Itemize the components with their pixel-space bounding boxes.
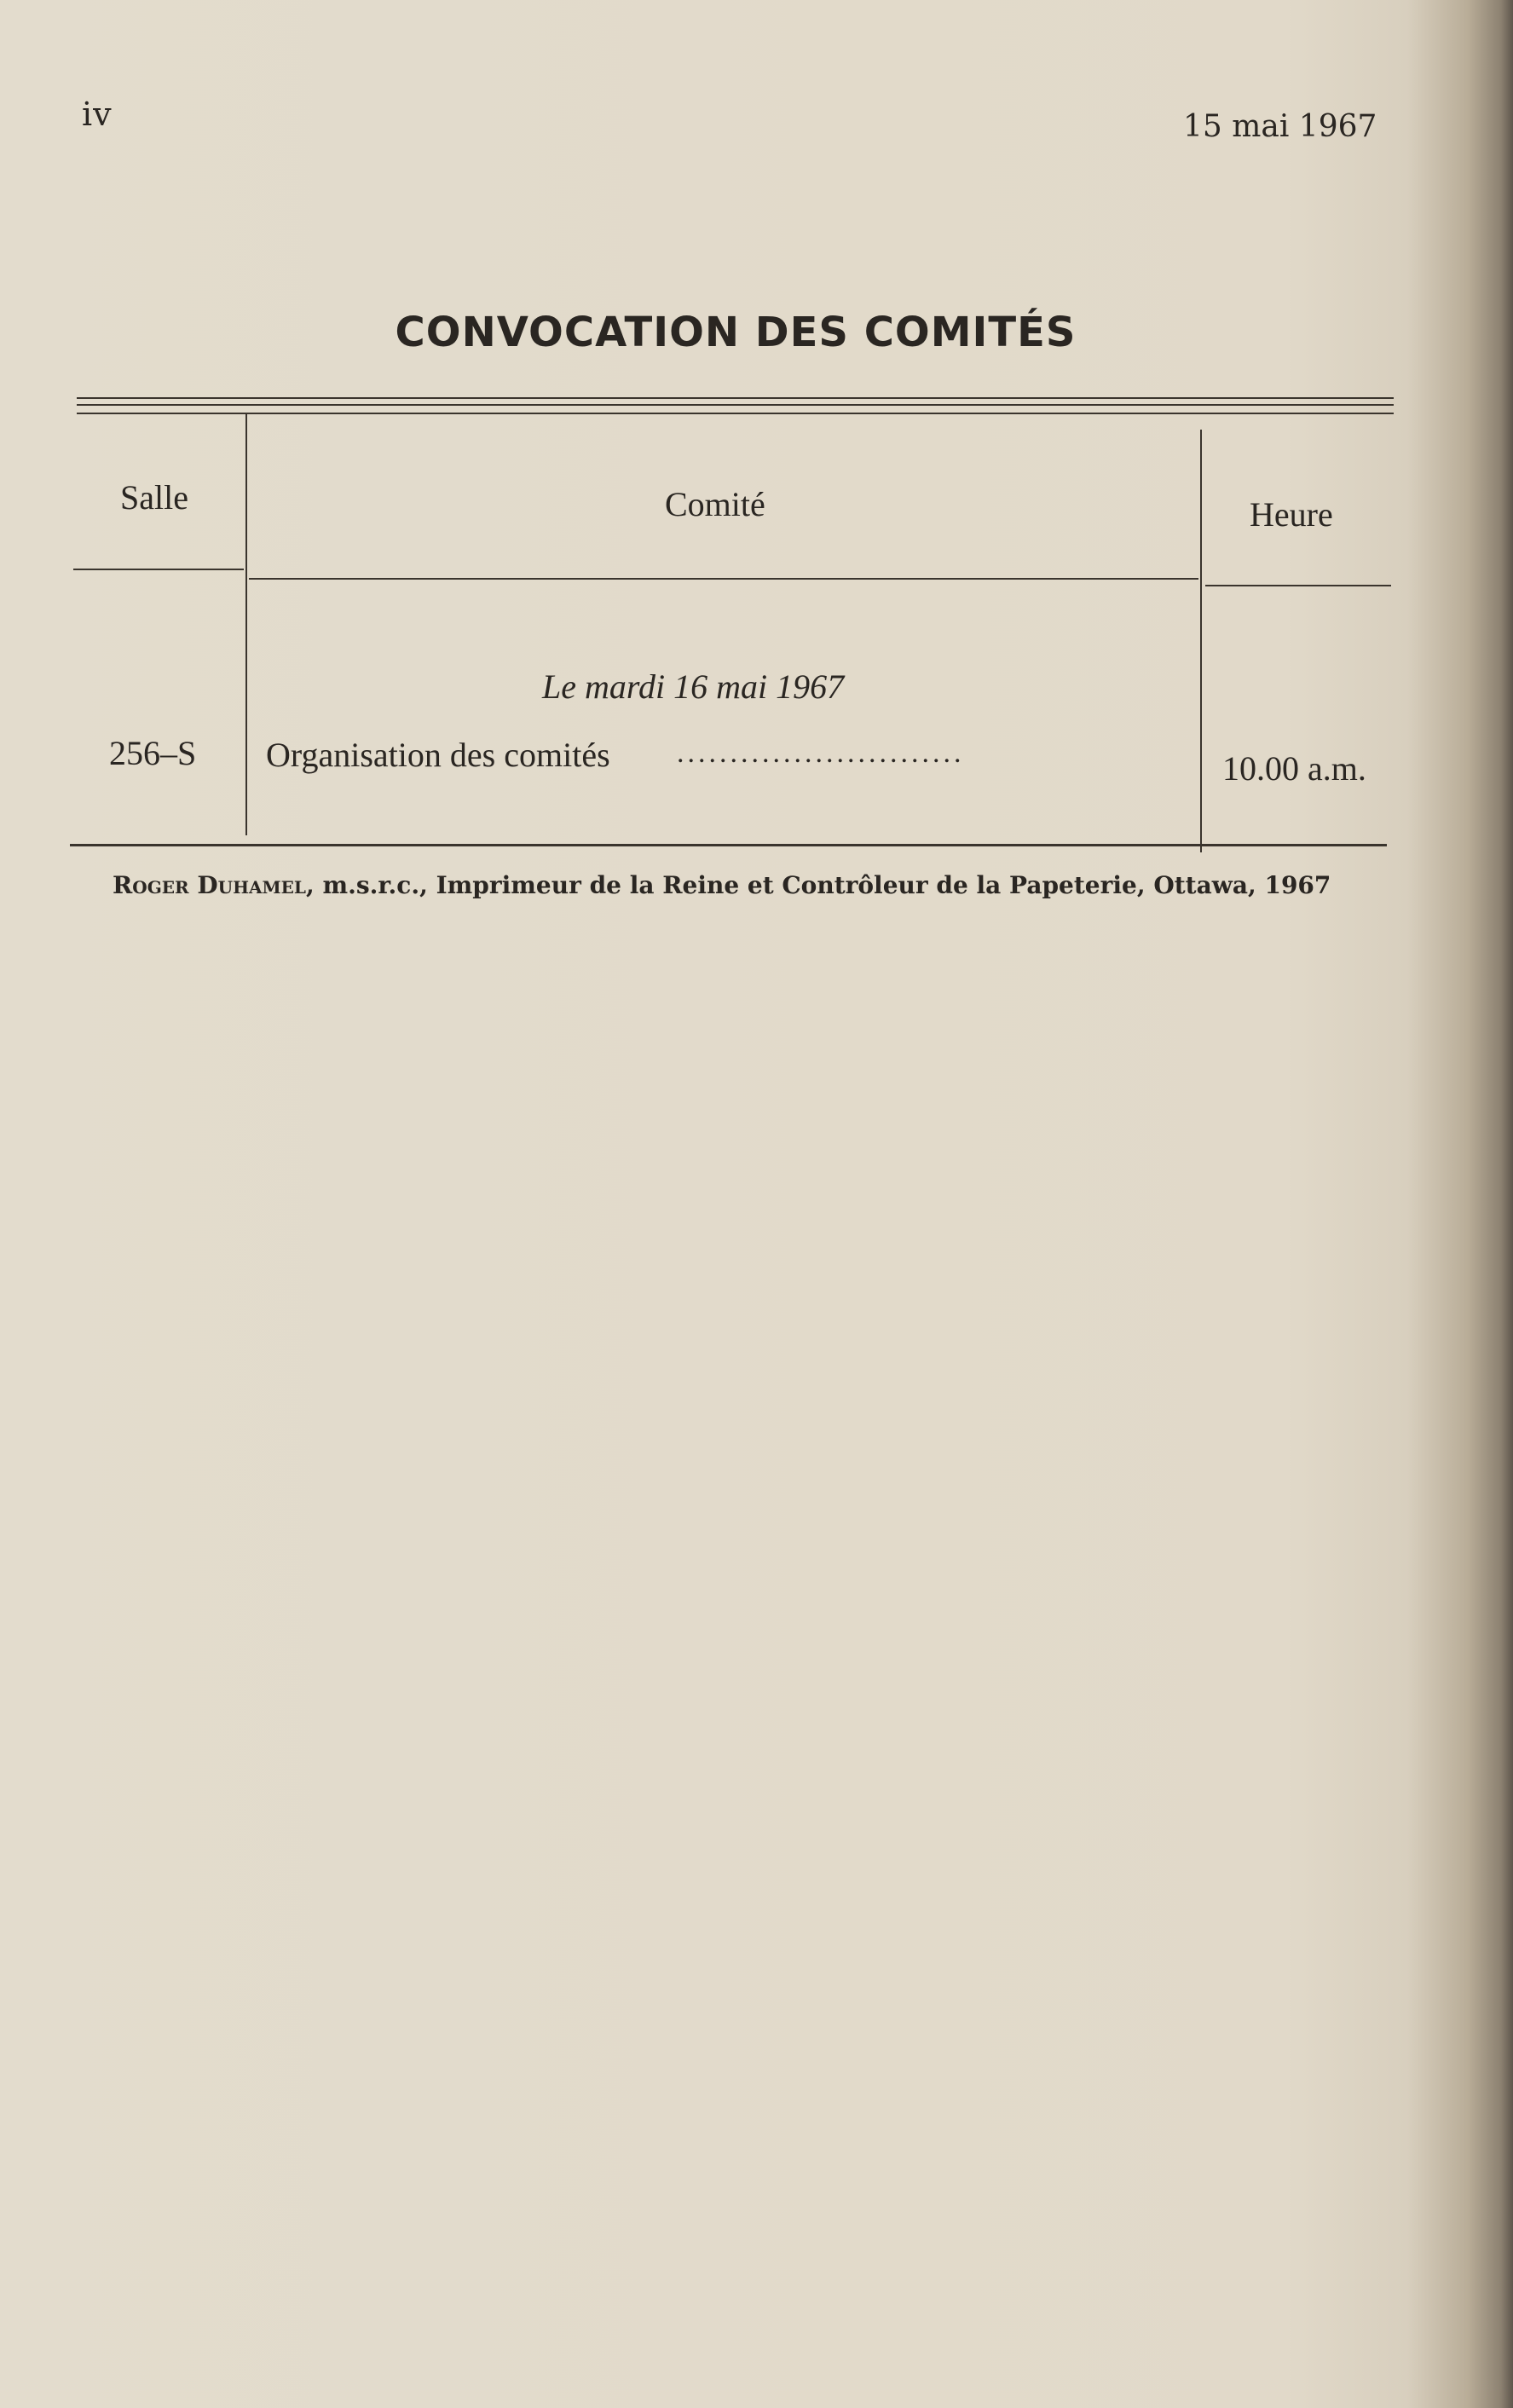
column-divider-salle (245, 413, 247, 835)
table-top-rule (77, 397, 1394, 399)
column-header-salle: Salle (120, 478, 188, 517)
header-bottom-rule-heure (1205, 585, 1391, 586)
printer-footer (113, 871, 1348, 899)
dot-leader: ........................... (677, 737, 965, 769)
table-top-rule-third (77, 413, 1394, 414)
column-header-comite: Comité (665, 485, 765, 523)
printer-name: Roger Duhamel, (113, 871, 315, 899)
header-bottom-rule-comite (249, 578, 1198, 580)
table-top-rule-inner (77, 404, 1394, 406)
room-cell: 256–S (109, 734, 197, 772)
table-bottom-rule (70, 844, 1387, 846)
header-bottom-rule-salle (73, 569, 244, 570)
time-cell: 10.00 a.m. (1222, 749, 1366, 788)
committee-cell: Organisation des comités (266, 736, 610, 774)
column-divider-heure (1200, 430, 1202, 852)
printer-details: m.s.r.c., Imprimeur de la Reine et Contrôleur de la Papeterie, Ottawa, 1967 (314, 871, 1331, 899)
page-title: CONVOCATION DES COMITÉS (395, 309, 1077, 356)
column-header-heure: Heure (1250, 495, 1333, 534)
page-date: 15 mai 1967 (1183, 109, 1377, 144)
session-date: Le mardi 16 mai 1967 (542, 667, 845, 706)
page-number: iv (82, 95, 113, 133)
